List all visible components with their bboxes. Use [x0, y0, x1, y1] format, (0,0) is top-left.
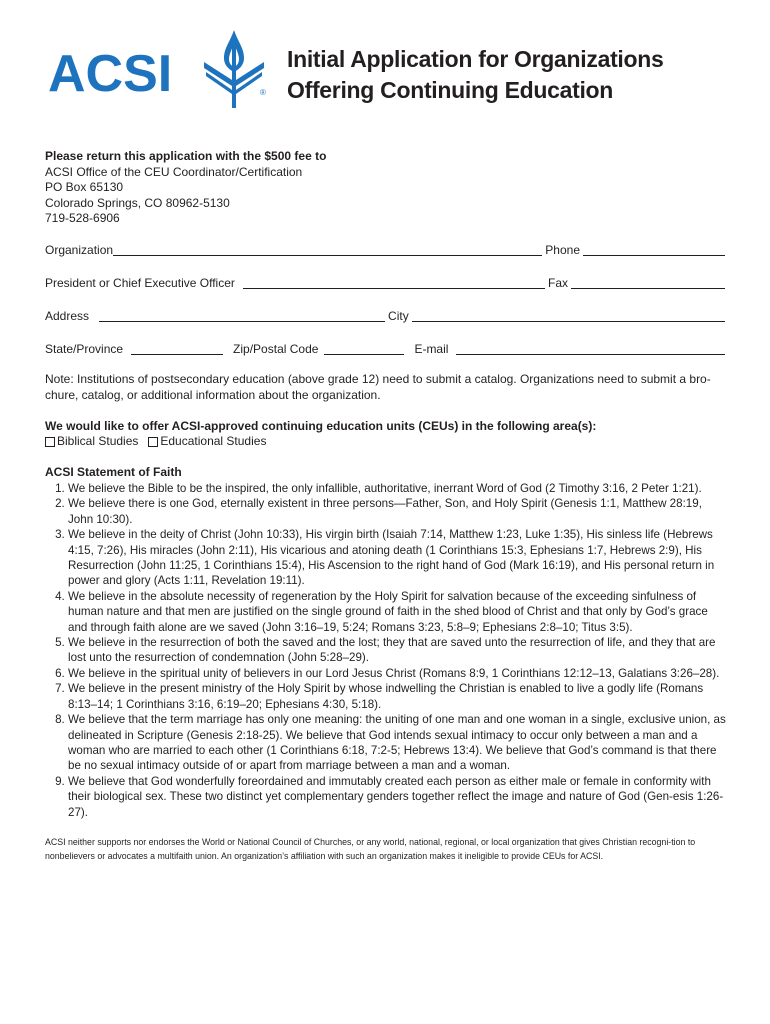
biblical-studies-option[interactable]	[45, 434, 138, 450]
faith-heading: ACSI Statement of Faith	[45, 465, 182, 479]
city-label: City	[388, 309, 409, 323]
phone-label: Phone	[545, 243, 580, 257]
educational-studies-checkbox[interactable]	[148, 437, 158, 447]
footer-disclaimer: ACSI neither supports nor endorses the World or National Council of Churches, or any world, national, regional, or local organization that gives Christian recogni-tion to nonbelievers or advocates a multifaith union. An organization’s affiliation with such an organization makes it ineligible to provide CEUs for ACSI.	[45, 837, 696, 861]
return-line-2: PO Box 65130	[45, 180, 124, 194]
biblical-studies-label: Biblical Studies	[57, 434, 139, 448]
return-line-4: 719-528-6906	[45, 211, 120, 225]
state-input-line[interactable]	[131, 342, 223, 355]
return-heading: Please return this application with the $500 fee to	[45, 149, 327, 163]
title-line-2: Offering Continuing Education	[287, 77, 614, 103]
list-item: 6. We believe in the spiritual unity of believers in our Lord Jesus Christ (Romans 8:9, 1 Corinthians 12:12–13, Galatians 3:26–28).	[55, 666, 720, 680]
organization-row	[45, 242, 725, 258]
list-item: 8. We believe that the term marriage has only one meaning: the uniting of one man and one woman in a single, exclusive union, as delineated in Scripture (Genesis 2:18-25). We believe that God intends sexual intimacy to occur only between a man and a woman who are married to each other (1 Corinthians 6:18, 7:2-5; Hebrews 13:4). We believe that God’s command is that there be no sexual intimacy outside of or apart from marriage between a man and a woman.	[55, 713, 726, 773]
list-item: 5. We believe in the resurrection of both the saved and the lost; they that are saved unto the resurrection of life, and they that are lost unto the resurrection of condemnation (John 5:28–29).	[55, 636, 716, 665]
fax-input-line[interactable]	[571, 276, 725, 289]
ceu-heading: We would like to offer ACSI-approved continuing education units (CEUs) in the following area(s):	[45, 419, 597, 433]
zip-label: Zip/Postal Code	[233, 342, 319, 356]
cross-book-flame-icon	[200, 28, 270, 112]
biblical-studies-checkbox[interactable]	[45, 437, 55, 447]
list-item: 2. We believe there is one God, eternally existent in three persons—Father, Son, and Holy Spirit (Genesis 1:1, Matthew 28:19, John 10:30).	[55, 497, 702, 526]
list-item: 1. We believe the Bible to be the inspired, the only infallible, authoritative, inerrant Word of God (2 Timothy 3:16, 2 Peter 1:21).	[55, 482, 702, 495]
registered-mark: ®	[260, 88, 266, 97]
address-row	[45, 308, 725, 324]
state-label: State/Province	[45, 342, 124, 356]
phone-input-line[interactable]	[583, 243, 725, 256]
logo-text: ACSI	[48, 45, 173, 103]
return-line-3: Colorado Springs, CO 80962-5130	[45, 195, 230, 210]
ceu-options	[45, 434, 266, 450]
list-item: 9. We believe that God wonderfully foreordained and immutably created each person as either male or female in conformity with their biological sex. These two distinct yet complementary genders together reflect the image and nature of God (Gen-esis 1:26-27).	[55, 774, 724, 819]
title-line-1: Initial Application for Organizations	[287, 46, 664, 72]
acsi-logo	[48, 28, 274, 112]
educational-studies-label: Educational Studies	[160, 434, 267, 448]
president-row	[45, 275, 725, 291]
email-input-line[interactable]	[456, 342, 725, 355]
city-input-line[interactable]	[412, 309, 725, 322]
email-label: E-mail	[414, 342, 449, 356]
return-line-1: ACSI Office of the CEU Coordinator/Certification	[45, 164, 303, 179]
state-row	[45, 341, 725, 357]
president-label: President or Chief Executive Officer	[45, 276, 235, 290]
faith-list	[45, 481, 729, 820]
address-input-line[interactable]	[99, 309, 385, 322]
return-address	[45, 149, 326, 227]
zip-input-line[interactable]	[324, 342, 404, 355]
page-title	[287, 44, 664, 106]
educational-studies-option[interactable]	[148, 434, 266, 450]
note-text: Note: Institutions of postsecondary education (above grade 12) need to submit a catalog. Organizations need to submit a bro-chure, catalog, or additional information about the organization.	[45, 372, 711, 402]
organization-label: Organization	[45, 243, 114, 257]
list-item: 3. We believe in the deity of Christ (John 10:33), His virgin birth (Isaiah 7:14, Matthew 1:23, Luke 1:35), His sinless life (Hebrews 4:15, 7:26), His miracles (John 2:11), His vicarious and atoning death (1 Corinthians 15:3, Ephesians 1:7, Hebrews 2:9), His Resurrection (John 11:25, 1 Corinthians 15:4), His Ascension to the right hand of God (Mark 16:19), and His personal return in power and glory (Acts 1:11, Revelation 19:11).	[55, 528, 715, 588]
list-item: 4. We believe in the absolute necessity of regeneration by the Holy Spirit for salvation because of the exceeding sinfulness of human nature and that men are justified on the single ground of faith in the shed blood of Christ and that only by God’s grace and through faith alone are we saved (John 3:16–19, 5:24; Romans 3:23, 5:8–9; Ephesians 2:8–10; Titus 3:5).	[55, 589, 708, 634]
list-item: 7. We believe in the present ministry of the Holy Spirit by whose indwelling the Christian is enabled to live a godly life (Romans 8:13–14; 1 Corinthians 3:16, 6:19–20; Ephesians 4:30, 5:18).	[55, 682, 704, 711]
fax-label: Fax	[547, 276, 568, 290]
address-label: Address	[45, 309, 90, 323]
president-input-line[interactable]	[243, 276, 545, 289]
organization-input-line[interactable]	[113, 243, 542, 256]
